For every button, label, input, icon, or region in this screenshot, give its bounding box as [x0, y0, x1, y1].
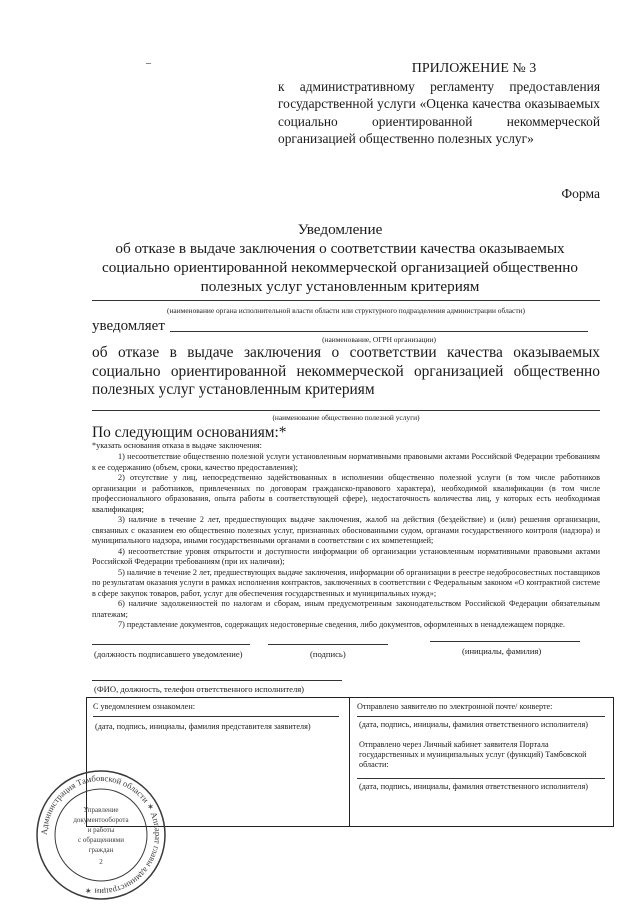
ground-item: 5) наличие в течение 2 лет, предшествующих выдаче заключения, информации об организации в реестре недобросовестных поставщиков по результатам оказания услуги в рамках исполнения контрактов, заключенных в соответствии с Федеральным законом «О контрактной системе в сфере закупок товаров, работ, услуг для обеспечения государственных и муниципальных нужд»; — [92, 567, 600, 598]
email-sent-caption: (дата, подпись, инициалы, фамилия ответственного исполнителя) — [359, 720, 588, 729]
email-sent-line — [357, 716, 605, 717]
portal-sent-label: Отправлено через Личный кабинет заявителя Портала государственных и муниципальных услуг (функций) Тамбовской области: — [359, 740, 587, 769]
form-label: Форма — [561, 186, 600, 201]
position-caption: (должность подписавшего уведомление) — [94, 649, 243, 659]
title-line-2: об отказе в выдаче заключения о соответствии качества оказываемых — [115, 240, 565, 257]
table-divider — [349, 698, 350, 826]
svg-text:с обращениями: с обращениями — [78, 836, 124, 844]
sign-caption: (подпись) — [310, 649, 346, 659]
appendix-number: ПРИЛОЖЕНИЕ № 3 — [411, 61, 537, 76]
acknowledged-caption: (дата, подпись, инициалы, фамилия представителя заявителя) — [95, 722, 311, 731]
title-line-4: полезных услуг установленным критериям — [200, 278, 480, 295]
title-line-1: Уведомление — [297, 221, 383, 238]
org-line — [170, 331, 588, 332]
ground-item: 6) наличие задолженностей по налогам и сборам, иным предусмотренным законодательством Российской Федерации обязательным платежам; — [92, 599, 600, 619]
stamp-seal-icon — [34, 768, 168, 902]
document-title — [60, 220, 620, 296]
acknowledged-label: С уведомлением ознакомлен: — [93, 702, 195, 711]
svg-text:2: 2 — [99, 858, 103, 866]
svg-text:граждан: граждан — [88, 846, 114, 854]
email-sent-label: Отправлено заявителю по электронной почте/ конверте: — [357, 702, 553, 711]
position-line — [92, 644, 250, 645]
appendix-text: к административному регламенту предоставления государственной услуги «Оценка качества оказываемых социально ориентированной некоммерческой организацией общественно полезных услуг» — [278, 78, 600, 146]
executor-caption: (ФИО, должность, телефон ответственного исполнителя) — [94, 684, 305, 694]
refusal-text: об отказе в выдаче заключения о соответствии качества оказываемых социально ориентированной некоммерческой организацией общественно полезных услуг установленным критериям — [92, 344, 600, 398]
ground-item: 4) несоответствие уровня открытости и доступности информации об организации установленным нормативными правовыми актами Российской Федерации требованиям (при их наличии); — [92, 546, 600, 566]
executor-line — [92, 680, 342, 681]
svg-text:Управление: Управление — [83, 806, 119, 814]
svg-text:и работы: и работы — [87, 826, 115, 834]
authority-caption: (наименование органа исполнительной власти области или структурного подразделения администрации области) — [167, 306, 525, 315]
initials-line — [430, 641, 580, 642]
ground-item: 3) наличие в течение 2 лет, предшествующих выдаче заключения, жалоб на действия (бездействие) и (или) решения организации, связанных с оказанием ею общественно полезных услуг, признанных обоснованными судом, органами государственного контроля (надзора) и муниципального надзора, иными государственными органами в соответствии с их компетенцией; — [92, 515, 600, 545]
ground-item: 2) отсутствие у лиц, непосредственно задействованных в исполнении общественно полезной услуги (в том числе работников организации и работников, привлеченных по договорам гражданско-правового характера), необходимой квалификации (в том числе профессионального образования, опыта работы в соответствующей сфере), недостаточность количества лиц, у которых есть необходимая квалификация; — [92, 473, 600, 514]
title-line-3: социально ориентированной некоммерческой организацией общественно — [102, 259, 578, 276]
org-caption: (наименование, ОГРН организации) — [322, 335, 436, 344]
portal-sent-caption: (дата, подпись, инициалы, фамилия ответственного исполнителя) — [359, 782, 588, 791]
initials-caption: (инициалы, фамилия) — [462, 646, 542, 656]
acknowledged-line — [93, 716, 339, 717]
sign-line — [268, 644, 388, 645]
grounds-note: *указать основания отказа в выдаче заключения: — [92, 441, 262, 450]
grounds-list — [92, 452, 600, 631]
svg-text:Администрация Тамбовской облас: Администрация Тамбовской области ✶ Аппарат главы администрации ✶ — [38, 772, 164, 898]
ground-item: 7) представление документов, содержащих недостоверные сведения, либо документов, оформленных в ненадлежащем порядке. — [118, 620, 565, 629]
notify-word: уведомляет — [92, 318, 165, 334]
official-stamp — [34, 768, 168, 902]
service-line — [92, 410, 600, 411]
svg-text:документооборота: документооборота — [73, 816, 129, 824]
appendix-block — [278, 60, 600, 148]
header-mark: – — [146, 58, 151, 69]
ground-item: 1) несоответствие общественно полезной услуги установленным нормативными правовыми актами Российской Федерации требованиям к ее содержанию (объем, сроки, качество предоставления); — [92, 452, 600, 472]
grounds-heading: По следующим основаниям:* — [92, 424, 287, 441]
portal-sent-line — [357, 778, 605, 779]
authority-line — [92, 300, 600, 301]
service-caption: (наименование общественно полезной услуги) — [272, 413, 420, 422]
